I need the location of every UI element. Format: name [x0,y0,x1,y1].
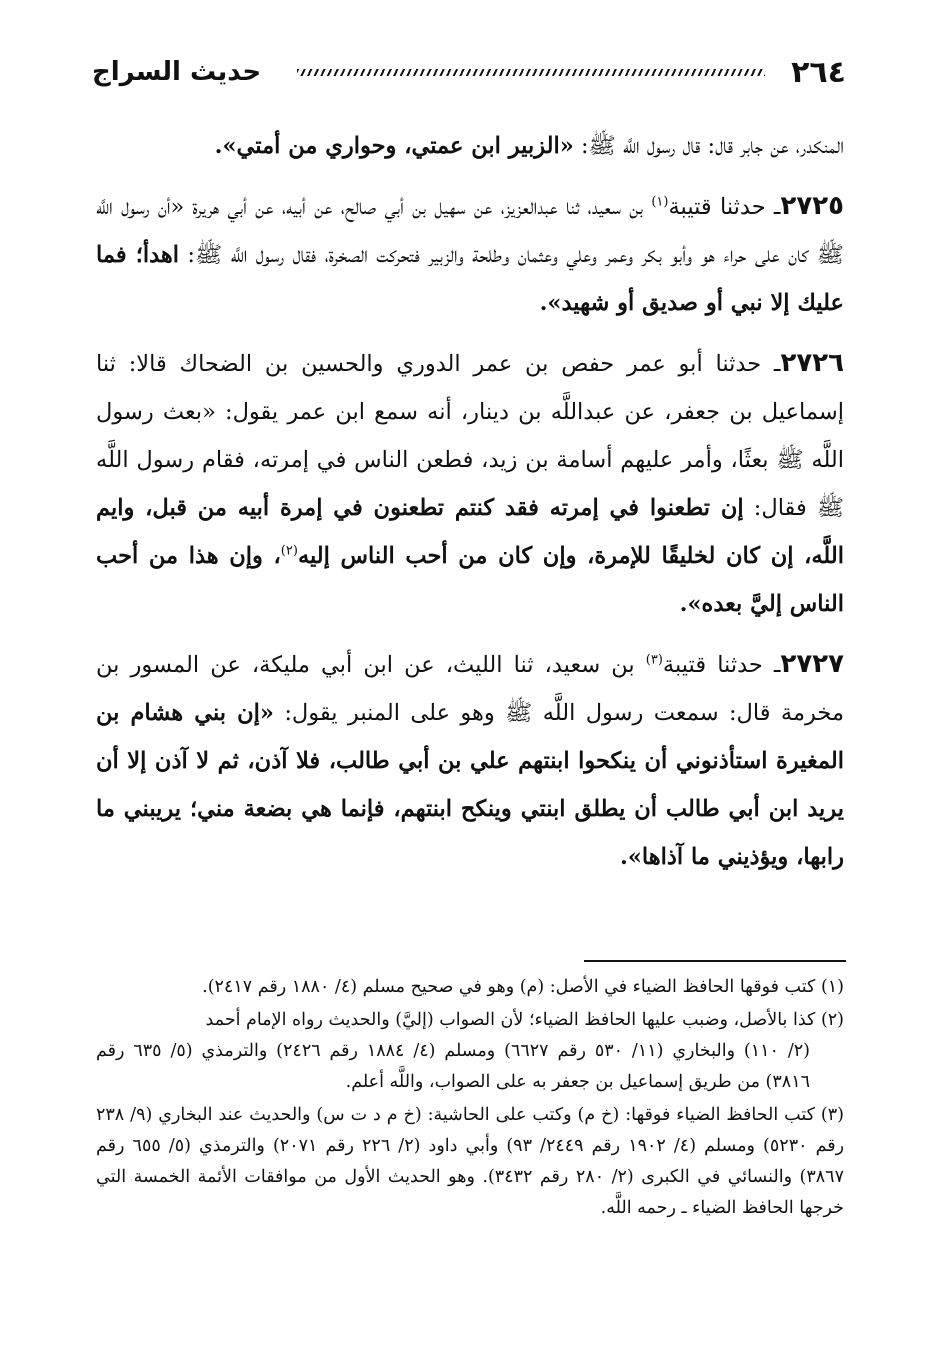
footnote [96,1005,844,1098]
footnote-divider [584,960,846,962]
footnote-text: كتب فوقها الحافظ الضياء في الأصل: (م) وهو في صحيح مسلم (٤/ ١٨٨٠ رقم ٢٤١٧). [202,977,816,997]
prophetic-quote-end: ، وإن هذا من أحب الناس إليَّ بعده». [96,543,844,617]
footnote-number: (٢) [820,1010,844,1030]
footnote-text: كذا بالأصل، وضبب عليها الحافظ الضياء؛ لأن الصواب (إليَّ) والحديث رواه الإمام أحمد [205,1010,816,1030]
paragraph-text: بن سعيد، ثنا الليث، عن ابن أبي مليكة، عن المسور بن مخرمة قال: سمعت رسول اللَّه ﷺ وهو على المنبر يقول: [96,652,844,726]
footnote-number: (١) [820,977,844,997]
paragraph-intro: ـ حدثنا أبو عمر حفص بن عمر الدوري والحسين بن الضحاك قالا: ثنا إسماعيل بن جعفر، عن عبداللَّه بن دينار، أنه سمع ابن عمر يقول: «بعث رسول اللَّه ﷺ بعثًا، وأمر عليهم أسامة بن زيد، فطعن الناس في إمرته، فقام رسول اللَّه ﷺ فقال: [96,351,844,521]
page-number: ٢٦٤ [791,54,846,90]
hadith-number: ٢٧٢٦ [780,348,844,378]
footnote-number: (٣) [820,1105,844,1125]
footnote-marker: (٣) [645,652,663,668]
paragraph-intro: ـ حدثنا قتيبة [662,652,781,678]
hadith-number: ٢٧٢٧ [780,649,844,679]
paragraph-intro: المنكدر، عن جابر قال: قال رسول اللَّه ﷺ: [573,133,844,159]
paragraph-text: بن سعيد، ثنا عبدالعزيز، عن سهيل بن أبي صالح، عن أبيه، عن أبي هريرة «أن رسول اللَّه ﷺ كان على حراء هو وأبو بكر وعمر وعلي وعثمان وطلحة والزبير فتحركت الصخرة، فقال رسول اللَّه ﷺ: [96,194,844,268]
header-ornament-rule [297,69,765,76]
paragraph-intro: ـ حدثنا قتيبة [668,194,781,220]
book-title: حديث السراج [92,57,262,87]
hadith-number: ٢٧٢٥ [780,191,844,221]
prophetic-quote: إن تطعنوا في إمرته فقد كنتم تطعنون في إمرة أبيه من قبل، وايم اللَّه، إن كان لخليقًا للإمرة، وإن كان من أحب الناس إليه [96,495,844,569]
footnote-text: كتب الحافظ الضياء فوقها: (خ م) وكتب على الحاشية: (خ م د ت س) والحديث عند البخاري (٩/ ٢٣٨ رقم ٥٢٣٠) ومسلم (٤/ ١٩٠٢ رقم ٢٤٤٩/ ٩٣) وأبي داود (٢/ ٢٢٦ رقم ٢٠٧١) والترمذي (٥/ ٦٥٥ رقم ٣٨٦٧) والنسائي في الكبرى (٢/ ٢٨٠ رقم ٣٤٣٢). وهو الحديث الأول من موافقات الأئمة الخمسة التي خرجها الحافظ الضياء ـ رحمه اللَّه. [96,1105,845,1218]
hadith-paragraph [96,640,844,881]
hadith-paragraph [96,182,844,327]
main-text [96,122,844,893]
footnotes [96,972,844,1226]
footnote [96,972,844,1003]
hadith-paragraph [96,122,844,170]
footnote-marker: (٢) [280,543,298,559]
footnote-marker: (١) [651,194,669,210]
prophetic-quote: «الزبير ابن عمتي، وحواري من أمتي». [214,133,574,159]
hadith-paragraph [96,339,844,628]
prophetic-quote: «إن بني هشام بن المغيرة استأذنوني أن ينكحوا ابنتهم علي بن أبي طالب، فلا آذن، ثم لا آذن إلا أن يريد ابن أبي طالب أن يطلق ابنتي وينكح ابنتهم، فإنما هي بضعة مني؛ يريبني ما رابها، ويؤذيني ما آذاها». [96,700,844,870]
footnote-continuation: (٢/ ١١٠) والبخاري (١١/ ٥٣٠ رقم ٦٦٢٧) ومسلم (٤/ ١٨٨٤ رقم ٢٤٢٦) والترمذي (٥/ ٦٣٥ رقم ٣٨١٦) من طريق إسماعيل بن جعفر به على الصواب، واللَّه أعلم. [96,1041,810,1092]
prophetic-quote: اهدأ؛ فما عليك إلا نبي أو صديق أو شهيد». [96,242,844,316]
footnote [96,1100,844,1224]
running-header [92,52,846,92]
